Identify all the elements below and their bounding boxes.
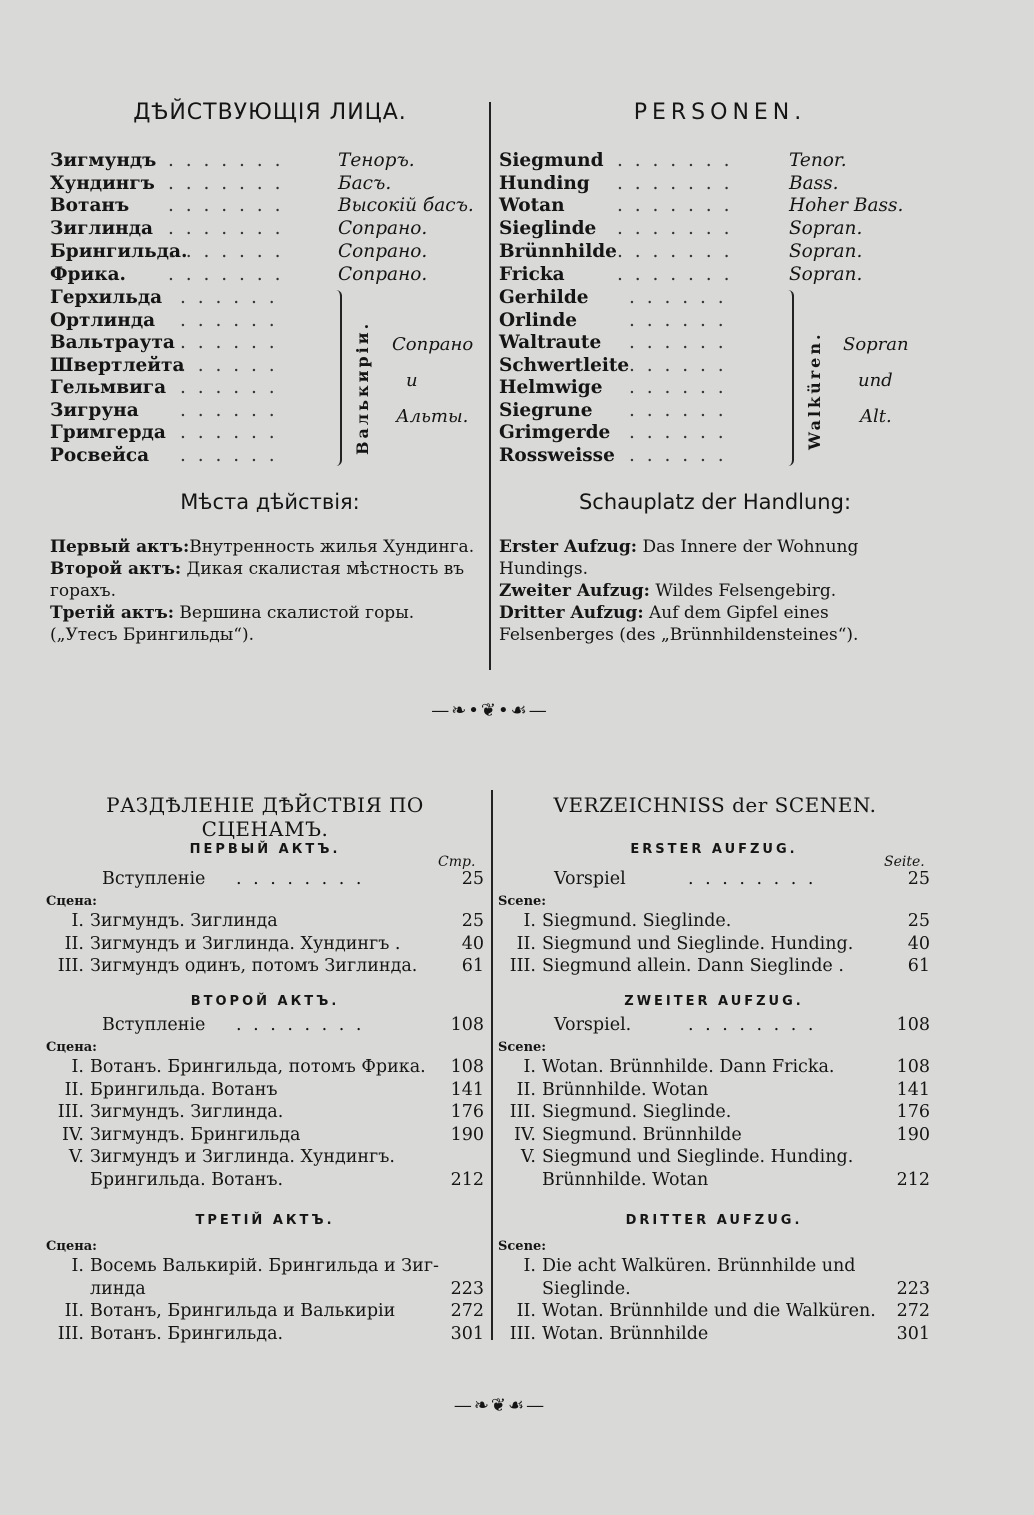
cast-row [50, 150, 490, 172]
scene-row [498, 1124, 930, 1146]
cast-row [499, 218, 939, 240]
scene-number: III. [57, 1323, 84, 1344]
page-number: 223 [450, 1278, 484, 1299]
cast-row [499, 355, 819, 377]
cast-voice: Hoher Bass. [789, 195, 904, 217]
page-number: 272 [450, 1301, 484, 1321]
act-title: ТРЕТІЙ АКТЪ. [195, 1213, 335, 1228]
scene-text: Вотанъ. Брингильда. [90, 1323, 284, 1344]
scene-row [46, 1323, 484, 1345]
prelude-label: Вступленіе [102, 869, 206, 889]
scene-row [498, 910, 930, 932]
leader-dots: . . . . . . [180, 309, 278, 331]
scene-text: Зигмундъ и Зиглинда. Хундингъ . [90, 933, 401, 954]
act-title: ВТОРОЙ АКТЪ. [190, 994, 340, 1009]
scene-number: IV. [61, 1124, 84, 1145]
persons-ru-voice-1: Сопрано [392, 334, 474, 355]
cast-name: Зигруна [50, 399, 139, 421]
persons-ru-voice-3: Альты. [396, 406, 469, 427]
leader-dots: . . . . . . . [168, 172, 284, 194]
scene-row [498, 933, 930, 955]
scene-text: Siegmund und Sieglinde. Hunding. [542, 1147, 854, 1167]
cast-row [50, 310, 370, 332]
leader-dots: . . . . . . [180, 444, 278, 466]
page-column-label: Seite. [884, 854, 925, 870]
cast-row [499, 445, 819, 467]
leader-dots: . . . . . . . [617, 263, 733, 285]
cast-name: Waltraute [499, 332, 602, 353]
cast-name: Gerhilde [499, 287, 589, 308]
places-ru-act1: Первый актъ:Внутренность жилья Хундинга. [50, 537, 475, 557]
scene-text: Брингильда. Вотанъ. [90, 1169, 284, 1190]
leader-dots: . . . . . . [629, 309, 727, 331]
cast-name: Зиглинда [50, 218, 154, 240]
page-number: 141 [896, 1079, 930, 1100]
cast-name: Вотанъ [50, 195, 130, 217]
persons-de-group-label: Walküren. [805, 331, 824, 450]
scene-number: II. [64, 933, 84, 954]
cast-name: Ортлинда [50, 309, 156, 331]
page-number: 40 [461, 933, 484, 954]
scene-number: I. [523, 1256, 536, 1276]
cast-name: Росвейса [50, 444, 150, 466]
scene-label: Scene: [498, 1239, 547, 1254]
page-number: 176 [450, 1102, 484, 1122]
leader-dots: . . . . . . [629, 332, 727, 353]
page-number: 176 [896, 1102, 930, 1122]
scene-number: I. [71, 1256, 84, 1276]
scene-label: Сцена: [46, 1239, 97, 1254]
scene-text: Зигмундъ и Зиглинда. Хундингъ. [90, 1147, 395, 1167]
scene-number: I. [71, 911, 84, 931]
page-number: 141 [450, 1079, 484, 1100]
cast-voice: Теноръ. [338, 150, 415, 171]
prelude-label: Vorspiel [554, 869, 626, 889]
cast-name: Grimgerde [499, 422, 611, 443]
page-number: 25 [907, 869, 930, 889]
scene-row [498, 1300, 930, 1322]
cast-name: Хундингъ [50, 172, 155, 194]
leader-dots: . . . . . . [629, 422, 727, 443]
scene-row [46, 1300, 484, 1322]
page-number: 61 [461, 956, 484, 976]
cast-name: Вальтраута [50, 332, 175, 353]
persons-de-brace [782, 290, 794, 466]
cast-name: Зигмундъ [50, 150, 157, 171]
cast-name: Wotan [499, 195, 565, 217]
cast-name: Швертлейта [50, 354, 185, 376]
scene-number: II. [516, 933, 536, 954]
page-number: 301 [896, 1323, 930, 1344]
scene-number: II. [64, 1301, 84, 1321]
scene-number: III. [57, 1102, 84, 1122]
leader-dots: . . . . . . [180, 377, 278, 398]
scene-text: Siegmund. Sieglinde. [542, 1102, 732, 1122]
cast-name: Helmwige [499, 377, 603, 398]
cast-row [499, 400, 819, 422]
page-number: 272 [896, 1301, 930, 1321]
leader-dots: . . . . . . . [617, 172, 733, 194]
divider-bottom [491, 790, 493, 1340]
page-number: 108 [450, 1015, 484, 1035]
places-de-act1: Erster Aufzug: Das Innere der Wohnung Hundings. [499, 537, 859, 579]
scene-text: Wotan. Brünnhilde und die Walküren. [542, 1301, 876, 1321]
cast-row [499, 422, 819, 444]
persons-ru-brace [330, 290, 342, 466]
cast-name: Siegmund [499, 150, 604, 171]
scene-row [498, 955, 930, 977]
cast-voice: Сопрано. [338, 218, 428, 240]
act-title: DRITTER AUFZUG. [625, 1213, 803, 1228]
cast-row [499, 264, 939, 286]
scene-number: III. [509, 956, 536, 976]
scene-text: Die acht Walküren. Brünnhilde und [542, 1256, 856, 1276]
leader-dots: . . . . . . . . [688, 869, 817, 889]
scene-label: Сцена: [46, 1040, 97, 1055]
persons-ru-group-label: Валькиріи. [353, 320, 372, 455]
leader-dots: . . . . . . [180, 332, 278, 353]
act-title: ERSTER AUFZUG. [630, 842, 798, 857]
cast-name: Брингильда. [50, 240, 188, 262]
scene-number: II. [516, 1079, 536, 1100]
scene-number: IV. [513, 1124, 536, 1145]
persons-de-voice-3: Alt. [860, 406, 892, 427]
scene-text: Зигмундъ. Зиглинда. [90, 1102, 284, 1122]
scene-text: Wotan. Brünnhilde [542, 1323, 709, 1344]
persons-ru-voice-2: и [406, 370, 418, 391]
persons-de-voice-2: und [858, 370, 893, 391]
leader-dots: . . . . . . [180, 287, 278, 308]
scene-number: II. [64, 1079, 84, 1100]
leader-dots: . . . . . . [629, 354, 727, 376]
cast-row [50, 355, 370, 377]
scene-row [498, 1056, 930, 1078]
cast-name: Siegrune [499, 399, 593, 421]
scenes-ru-title: РАЗДѢЛЕНІЕ ДѢЙСТВІЯ ПО СЦЕНАМЪ. [106, 793, 424, 841]
cast-voice: Сопрано. [338, 263, 428, 285]
page-number: 108 [896, 1057, 930, 1077]
scene-number: I. [523, 911, 536, 931]
cast-name: Hunding [499, 172, 590, 194]
page-number: 190 [896, 1124, 930, 1145]
page-number: 301 [450, 1323, 484, 1344]
leader-dots: . . . . . . . [168, 263, 284, 285]
scene-number: V. [520, 1147, 536, 1167]
scenes-de-title: VERZEICHNISS der SCENEN. [553, 793, 877, 817]
act-title: ПЕРВЫЙ АКТЪ. [189, 842, 341, 857]
leader-dots: . . . . . . [629, 287, 727, 308]
ornament-divider-1: —❧•❦•☙— [431, 700, 549, 721]
scene-row [46, 1079, 484, 1101]
act-title: ZWEITER AUFZUG. [624, 994, 804, 1009]
scene-text: Зигмундъ одинъ, потомъ Зиглинда. [90, 956, 418, 976]
scene-row [46, 933, 484, 955]
scene-number: III. [57, 956, 84, 976]
cast-row [50, 195, 490, 217]
scene-text: Зигмундъ. Зиглинда [90, 911, 278, 931]
leader-dots: . . . . . . . [617, 195, 733, 217]
scene-row-cont [498, 1278, 930, 1300]
places-ru-act3: Третій актъ: Вершина скалистой горы. („Утесъ Брингильды“). [50, 603, 415, 645]
persons-de-heading: PERSONEN. [633, 100, 807, 125]
cast-row [50, 173, 490, 195]
cast-row [50, 332, 370, 354]
scene-row [498, 1146, 930, 1168]
scene-text: Brünnhilde. Wotan [542, 1169, 709, 1190]
cast-name: Герхильда [50, 287, 163, 308]
cast-row [499, 195, 939, 217]
page-column-label: Стр. [438, 854, 476, 870]
cast-row [499, 241, 939, 263]
leader-dots: . . . . . . . . [236, 869, 365, 889]
cast-voice: Sopran. [789, 263, 863, 285]
prelude-label: Вступленіе [102, 1015, 206, 1035]
cast-name: Фрика. [50, 263, 126, 285]
scene-text: линда [90, 1278, 146, 1299]
page-number: 25 [907, 911, 930, 931]
persons-de-voice-1: Sopran [843, 334, 909, 355]
leader-dots: . . . . . . [629, 377, 727, 398]
scene-text: Брингильда. Вотанъ [90, 1079, 278, 1100]
scene-number: V. [68, 1147, 84, 1167]
cast-voice: Басъ. [338, 172, 392, 194]
scene-row [46, 955, 484, 977]
cast-voice: Tenor. [789, 150, 847, 171]
scene-row [498, 1323, 930, 1345]
page-number: 108 [896, 1015, 930, 1035]
scene-text: Sieglinde. [542, 1278, 631, 1299]
page-number: 212 [896, 1169, 930, 1190]
page-number: 61 [907, 956, 930, 976]
scene-row [46, 910, 484, 932]
cast-row [50, 264, 490, 286]
cast-row [50, 445, 370, 467]
scene-label: Scene: [498, 894, 547, 909]
scene-text: Siegmund und Sieglinde. Hunding. [542, 933, 854, 954]
cast-name: Fricka [499, 263, 565, 285]
cast-voice: Высокій басъ. [338, 195, 474, 217]
persons-ru-heading: ДѢЙСТВУЮЩІЯ ЛИЦА. [133, 100, 407, 125]
scene-number: I. [71, 1057, 84, 1077]
scene-row-cont [498, 1169, 930, 1191]
cast-name: Sieglinde [499, 218, 597, 240]
cast-row [50, 400, 370, 422]
cast-row [50, 287, 370, 309]
cast-row [499, 377, 819, 399]
scene-row-cont [46, 1278, 484, 1300]
page-number: 40 [907, 933, 930, 954]
places-ru [50, 536, 482, 646]
cast-row [50, 218, 490, 240]
leader-dots: . . . . . . . [168, 218, 284, 240]
places-de-act2: Zweiter Aufzug: Wildes Felsengebirg. [499, 581, 837, 601]
leader-dots: . . . . . . [180, 354, 278, 376]
places-ru-act2: Второй актъ: Дикая скалистая мѣстность въ горахъ. [50, 559, 465, 601]
scene-row-cont [46, 1169, 484, 1191]
scene-text: Восемь Валькирій. Брингильда и Зиг- [90, 1256, 439, 1276]
cast-name: Гельмвига [50, 377, 167, 398]
leader-dots: . . . . . . [629, 444, 727, 466]
cast-row [499, 287, 819, 309]
page-number: 212 [450, 1169, 484, 1190]
scene-text: Siegmund. Brünnhilde [542, 1124, 742, 1145]
cast-name: Brünnhilde [499, 240, 617, 262]
page-number: 25 [461, 869, 484, 889]
scene-row [46, 1056, 484, 1078]
ornament-divider-2: —❧❦☙— [453, 1395, 547, 1416]
cast-row [499, 150, 939, 172]
places-de-heading: Schauplatz der Handlung: [578, 490, 852, 514]
scene-row [498, 1079, 930, 1101]
page-number: 223 [896, 1278, 930, 1299]
places-de-act3: Dritter Aufzug: Auf dem Gipfel eines Felsenberges (des „Brünnhildensteines“). [499, 603, 859, 645]
leader-dots: . . . . . . . [617, 240, 733, 262]
scene-text: Wotan. Brünnhilde. Dann Fricka. [542, 1057, 835, 1077]
leader-dots: . . . . . . [629, 399, 727, 421]
cast-row [499, 332, 819, 354]
leader-dots: . . . . . . . [617, 150, 733, 171]
leader-dots: . . . . . . . [168, 150, 284, 171]
places-ru-heading: Мѣста дѣйствія: [180, 490, 360, 514]
cast-voice: Bass. [789, 172, 839, 194]
cast-row [499, 173, 939, 195]
scene-row [46, 1255, 484, 1277]
scene-row [498, 1255, 930, 1277]
scene-text: Зигмундъ. Брингильда [90, 1124, 301, 1145]
scene-number: I. [523, 1057, 536, 1077]
leader-dots: . . . . . . [180, 399, 278, 421]
cast-row [499, 310, 819, 332]
leader-dots: . . . . . . . [617, 218, 733, 240]
scene-text: Siegmund. Sieglinde. [542, 911, 732, 931]
leader-dots: . . . . . . . [168, 240, 284, 262]
cast-name: Гримгерда [50, 422, 166, 443]
scene-row [498, 1101, 930, 1123]
scene-row [46, 1124, 484, 1146]
cast-voice: Sopran. [789, 240, 863, 262]
scene-label: Scene: [498, 1040, 547, 1055]
scene-label: Сцена: [46, 894, 97, 909]
cast-row [50, 422, 370, 444]
scene-text: Вотанъ. Брингильда, потомъ Фрика. [90, 1057, 426, 1077]
page-number: 190 [450, 1124, 484, 1145]
scene-number: III. [509, 1102, 536, 1122]
cast-voice: Сопрано. [338, 240, 428, 262]
leader-dots: . . . . . . . . [688, 1015, 817, 1035]
page-number: 108 [450, 1057, 484, 1077]
places-de [499, 536, 933, 646]
scene-row [46, 1101, 484, 1123]
scene-row [46, 1146, 484, 1168]
cast-row [50, 377, 370, 399]
leader-dots: . . . . . . . . [236, 1015, 365, 1035]
cast-name: Schwertleite [499, 354, 630, 376]
prelude-label: Vorspiel. [554, 1015, 632, 1035]
leader-dots: . . . . . . . [168, 195, 284, 217]
page-number: 25 [461, 911, 484, 931]
scene-text: Вотанъ, Брингильда и Валькиріи [90, 1301, 396, 1321]
cast-name: Rossweisse [499, 444, 615, 466]
scene-number: II. [516, 1301, 536, 1321]
cast-name: Orlinde [499, 309, 578, 331]
cast-voice: Sopran. [789, 218, 863, 240]
cast-row [50, 241, 490, 263]
scene-text: Brünnhilde. Wotan [542, 1079, 709, 1100]
leader-dots: . . . . . . [180, 422, 278, 443]
scene-number: III. [509, 1323, 536, 1344]
scene-text: Siegmund allein. Dann Sieglinde . [542, 956, 844, 976]
